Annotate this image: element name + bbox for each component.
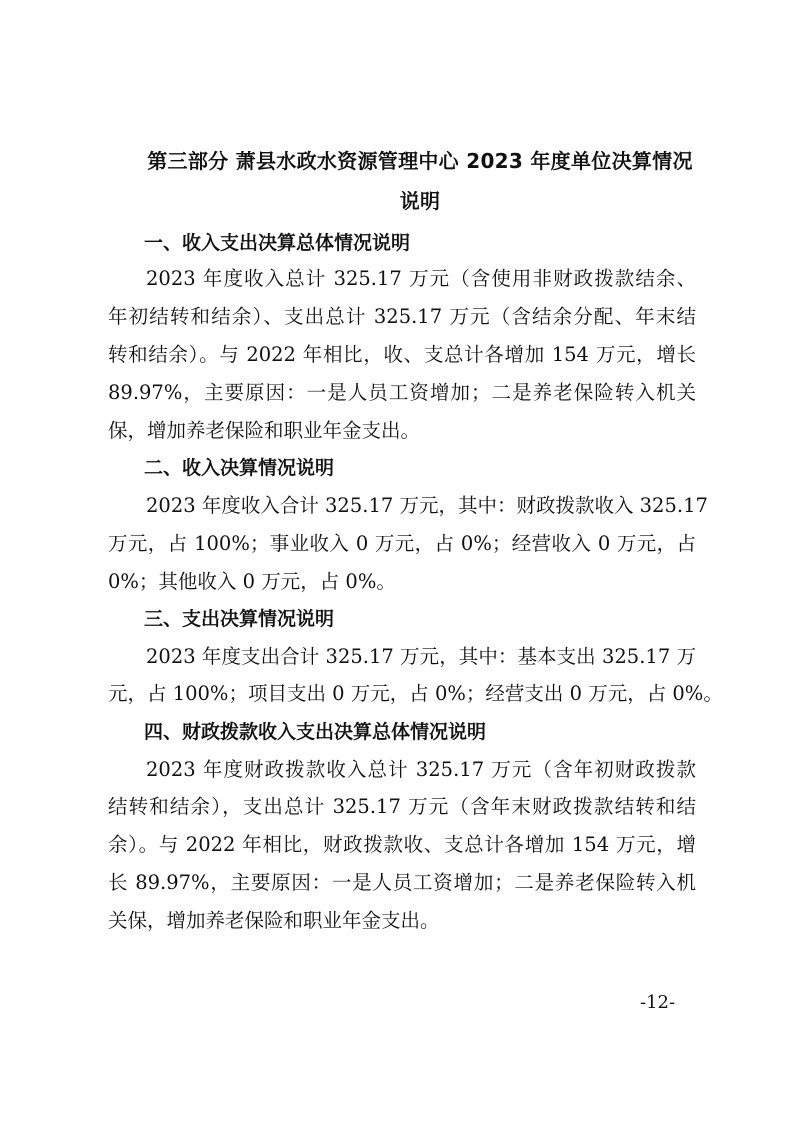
section-4-paragraph-line: 长 89.97%，主要原因：一是人员工资增加；二是养老保险转入机 <box>108 871 696 894</box>
section-2-paragraph-line: 万元，占 100%；事业收入 0 万元，占 0%；经营收入 0 万元，占 <box>108 532 696 555</box>
section-1-paragraph-line: 年初结转和结余）、支出总计 325.17 万元（含结余分配、年末结 <box>108 305 696 328</box>
section-1-heading: 一、收入支出决算总体情况说明 <box>144 232 411 254</box>
section-2-paragraph-line: 2023 年度收入合计 325.17 万元，其中：财政拨款收入 325.17 <box>146 494 708 517</box>
section-4-paragraph-line: 结转和结余），支出总计 325.17 万元（含年末财政拨款结转和结 <box>108 795 696 818</box>
page-title-continuation: 说明 <box>399 189 441 213</box>
section-2-paragraph-line: 0%；其他收入 0 万元，占 0%。 <box>108 570 396 593</box>
section-4-paragraph-line: 2023 年度财政拨款收入总计 325.17 万元（含年初财政拨款 <box>146 758 696 781</box>
page-title: 第三部分 萧县水政水资源管理中心 2023 年度单位决算情况 <box>147 149 693 173</box>
section-3-paragraph-line: 2023 年度支出合计 325.17 万元，其中：基本支出 325.17 万 <box>146 645 696 668</box>
section-3-paragraph-line: 元，占 100%；项目支出 0 万元，占 0%；经营支出 0 万元，占 0%。 <box>108 682 723 705</box>
section-4-heading: 四、财政拨款收入支出决算总体情况说明 <box>144 721 487 743</box>
section-3-heading: 三、支出决算情况说明 <box>144 608 335 630</box>
section-1-paragraph-line: 保，增加养老保险和职业年金支出。 <box>108 419 421 442</box>
section-1-paragraph-line: 转和结余）。与 2022 年相比，收、支总计各增加 154 万元，增长 <box>108 343 696 366</box>
page-number: -12- <box>640 992 676 1013</box>
section-1-paragraph-line: 2023 年度收入总计 325.17 万元（含使用非财政拨款结余、 <box>146 267 696 290</box>
section-2-heading: 二、收入决算情况说明 <box>144 457 335 479</box>
section-4-paragraph-line: 余）。与 2022 年相比，财政拨款收、支总计各增加 154 万元，增 <box>108 833 696 856</box>
section-4-paragraph-line: 关保，增加养老保险和职业年金支出。 <box>108 909 440 932</box>
section-1-paragraph-line: 89.97%，主要原因：一是人员工资增加；二是养老保险转入机关 <box>108 381 696 404</box>
